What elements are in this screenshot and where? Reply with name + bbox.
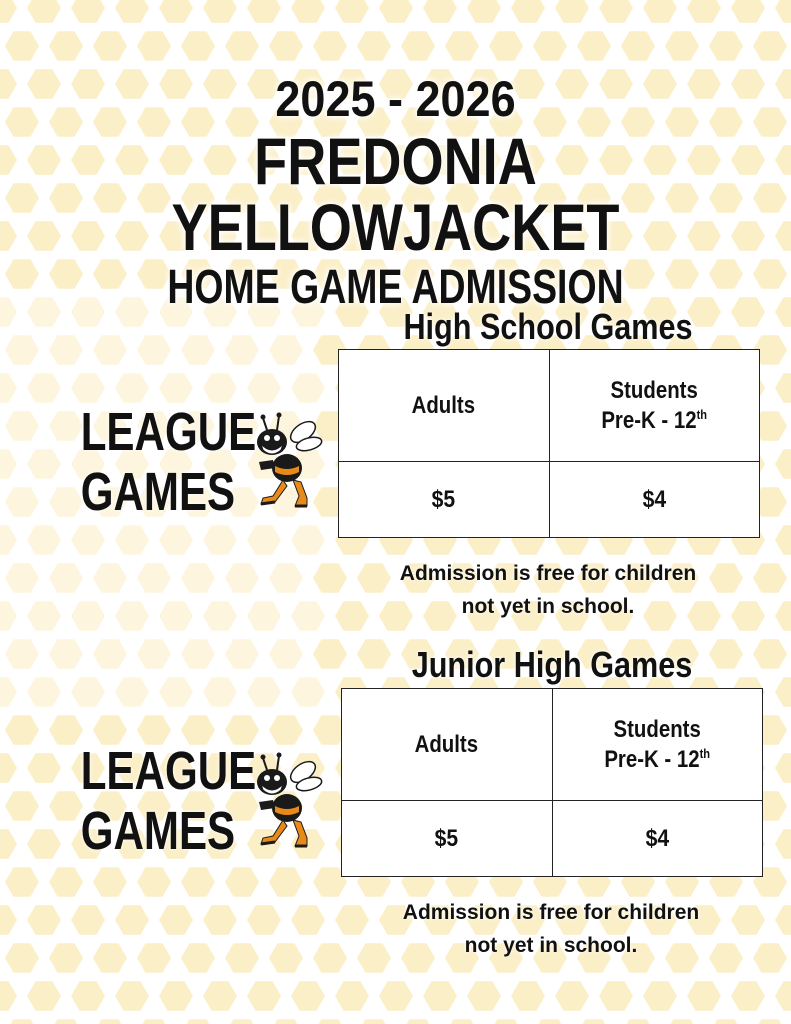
students-header <box>601 376 707 436</box>
students-header-cell <box>552 689 763 801</box>
junior-high-price-table <box>341 688 763 877</box>
students-header-line2: Pre-K - 12 <box>604 745 700 773</box>
high-school-section-title: High School Games <box>403 306 693 347</box>
yellowjacket-mascot-icon <box>245 750 325 850</box>
students-header-suffix: th <box>699 745 711 761</box>
adults-price-cell <box>339 462 550 538</box>
league-label-line1: LEAGUE <box>80 402 257 462</box>
league-label-line2: GAMES <box>80 462 236 522</box>
title-block <box>0 71 791 314</box>
high-school-free-admission-note <box>338 557 758 623</box>
high-school-price-table <box>338 349 760 538</box>
adults-price: $5 <box>431 485 456 513</box>
adults-price: $5 <box>434 824 459 852</box>
students-header-line1: Students <box>610 376 698 404</box>
team-name: FREDONIA YELLOWJACKET <box>171 124 620 264</box>
students-price-cell <box>552 801 763 877</box>
students-price-cell <box>549 462 760 538</box>
adults-header: Adults <box>412 391 476 419</box>
students-header <box>604 715 710 775</box>
season-year: 2025 - 2026 <box>275 71 516 127</box>
junior-high-section-title: Junior High Games <box>411 644 693 685</box>
league-label-line1: LEAGUE <box>80 741 257 801</box>
adults-price-cell <box>342 801 553 877</box>
high-school-league-label <box>80 402 257 522</box>
junior-high-free-admission-note <box>341 896 761 962</box>
league-label-line2: GAMES <box>80 801 236 861</box>
note-line2: not yet in school. <box>464 934 638 957</box>
adults-header-cell <box>339 350 550 462</box>
students-price: $4 <box>645 824 669 852</box>
junior-high-league-label <box>80 741 257 861</box>
adults-header: Adults <box>415 730 479 758</box>
yellowjacket-mascot-icon <box>245 410 325 510</box>
students-header-line1: Students <box>613 715 701 743</box>
students-price: $4 <box>642 485 666 513</box>
students-header-suffix: th <box>696 406 708 422</box>
note-line1: Admission is free for children <box>402 901 700 924</box>
adults-header-cell <box>342 689 553 801</box>
page-subtitle: HOME GAME ADMISSION <box>167 261 624 314</box>
students-header-cell <box>549 350 760 462</box>
students-header-line2: Pre-K - 12 <box>601 406 697 434</box>
note-line2: not yet in school. <box>461 595 635 618</box>
note-line1: Admission is free for children <box>399 562 697 585</box>
